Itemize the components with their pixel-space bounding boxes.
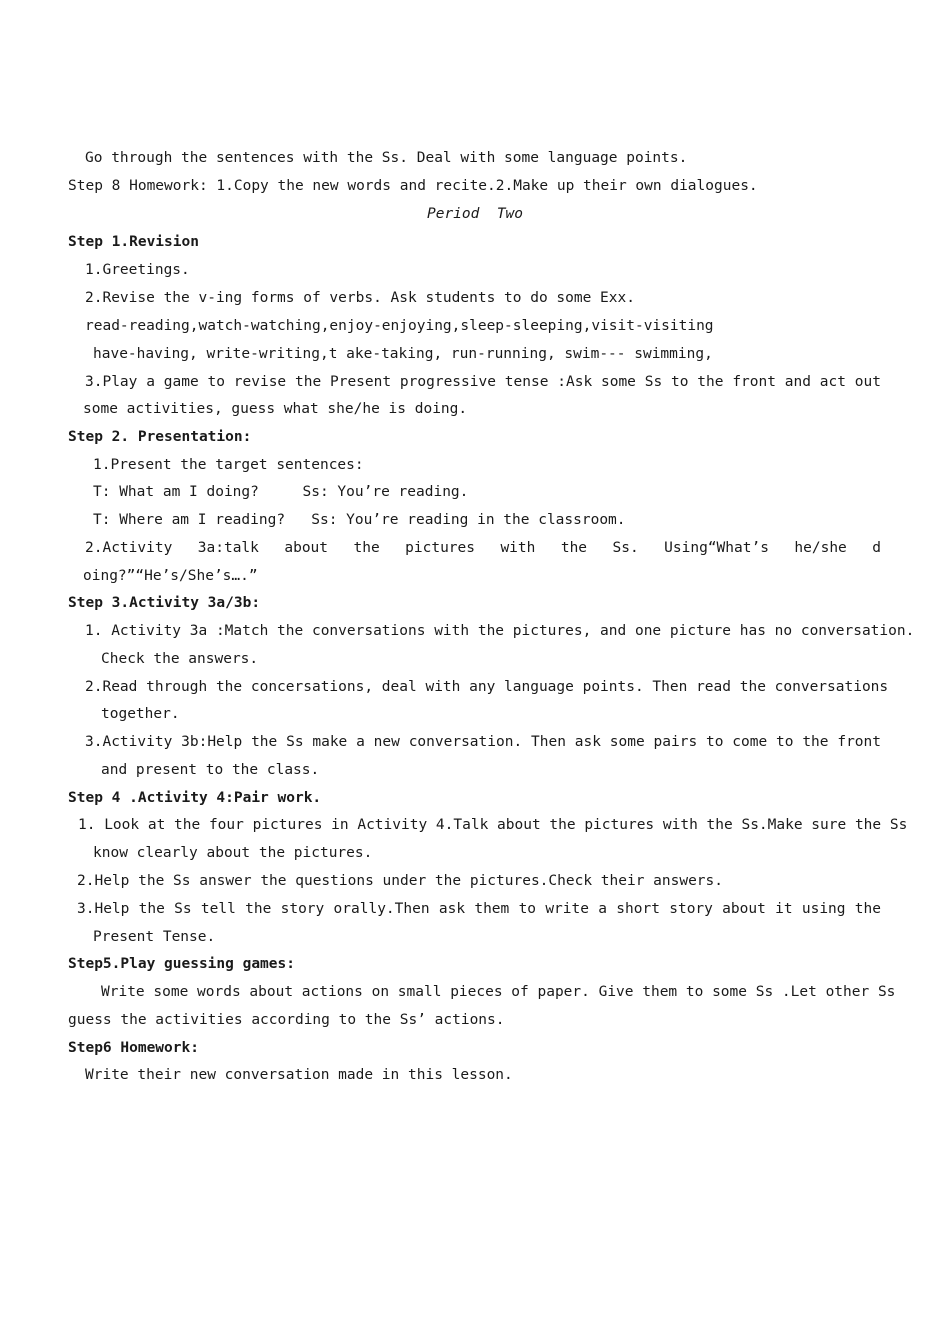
text-line: read-reading,watch-watching,enjoy-enjoying,sleep-sleeping,visit-visiting bbox=[85, 318, 714, 334]
text-line: know clearly about the pictures. bbox=[93, 845, 373, 861]
text-line: 1.Greetings. bbox=[85, 262, 190, 278]
text-line: some activities, guess what she/he is doing. bbox=[83, 401, 468, 417]
text-line: together. bbox=[101, 706, 180, 722]
step-heading: Step 1.Revision bbox=[68, 234, 199, 250]
text-line: have-having, write-writing,t ake-taking, run-running, swim--- swimming, bbox=[93, 346, 713, 362]
step-heading: Step6 Homework: bbox=[68, 1040, 199, 1056]
text-line: 1. Activity 3a :Match the conversations with the pictures, and one picture has no conversation. bbox=[85, 623, 915, 639]
text-line: 1.Present the target sentences: bbox=[93, 457, 364, 473]
step-heading: Step 4 .Activity 4:Pair work. bbox=[68, 790, 322, 806]
text-line: T: What am I doing? Ss: You’re reading. bbox=[93, 484, 469, 500]
text-line: Write some words about actions on small pieces of paper. Give them to some Ss .Let other Ss bbox=[101, 984, 896, 1000]
text-line: 2.Revise the v-ing forms of verbs. Ask students to do some Exx. bbox=[85, 290, 635, 306]
text-line: guess the activities according to the Ss’ actions. bbox=[68, 1012, 505, 1028]
text-line: 3.Play a game to revise the Present progressive tense :Ask some Ss to the front and act out bbox=[85, 374, 881, 390]
text-line: 2.Help the Ss answer the questions under the pictures.Check their answers. bbox=[77, 873, 724, 889]
step-heading: Step 3.Activity 3a/3b: bbox=[68, 595, 261, 611]
text-line: 2.Activity 3a:talk about the pictures with the Ss. Using“What’s he/she d bbox=[85, 540, 881, 556]
step-heading: Step5.Play guessing games: bbox=[68, 956, 295, 972]
text-line: Write their new conversation made in this lesson. bbox=[85, 1067, 513, 1083]
text-line: 1. Look at the four pictures in Activity 4.Talk about the pictures with the Ss.Make sure the Ss bbox=[78, 817, 908, 833]
text-line: Check the answers. bbox=[101, 651, 259, 667]
text-line: oing?”“He’s/She’s….” bbox=[83, 568, 258, 584]
text-line: T: Where am I reading? Ss: You’re reading in the classroom. bbox=[93, 512, 626, 528]
text-line: 3.Help the Ss tell the story orally.Then ask them to write a short story about it using the bbox=[77, 901, 881, 917]
step-heading: Step 2. Presentation: bbox=[68, 429, 252, 445]
text-line: 2.Read through the concersations, deal with any language points. Then read the conversations bbox=[85, 679, 889, 695]
text-line: and present to the class. bbox=[101, 762, 320, 778]
text-line: Go through the sentences with the Ss. Deal with some language points. bbox=[85, 150, 688, 166]
text-line: Present Tense. bbox=[93, 929, 216, 945]
text-line: 3.Activity 3b:Help the Ss make a new conversation. Then ask some pairs to come to the front bbox=[85, 734, 881, 750]
text-line: Step 8 Homework: 1.Copy the new words and recite.2.Make up their own dialogues. bbox=[68, 178, 758, 194]
period-heading: Period Two bbox=[426, 206, 524, 222]
